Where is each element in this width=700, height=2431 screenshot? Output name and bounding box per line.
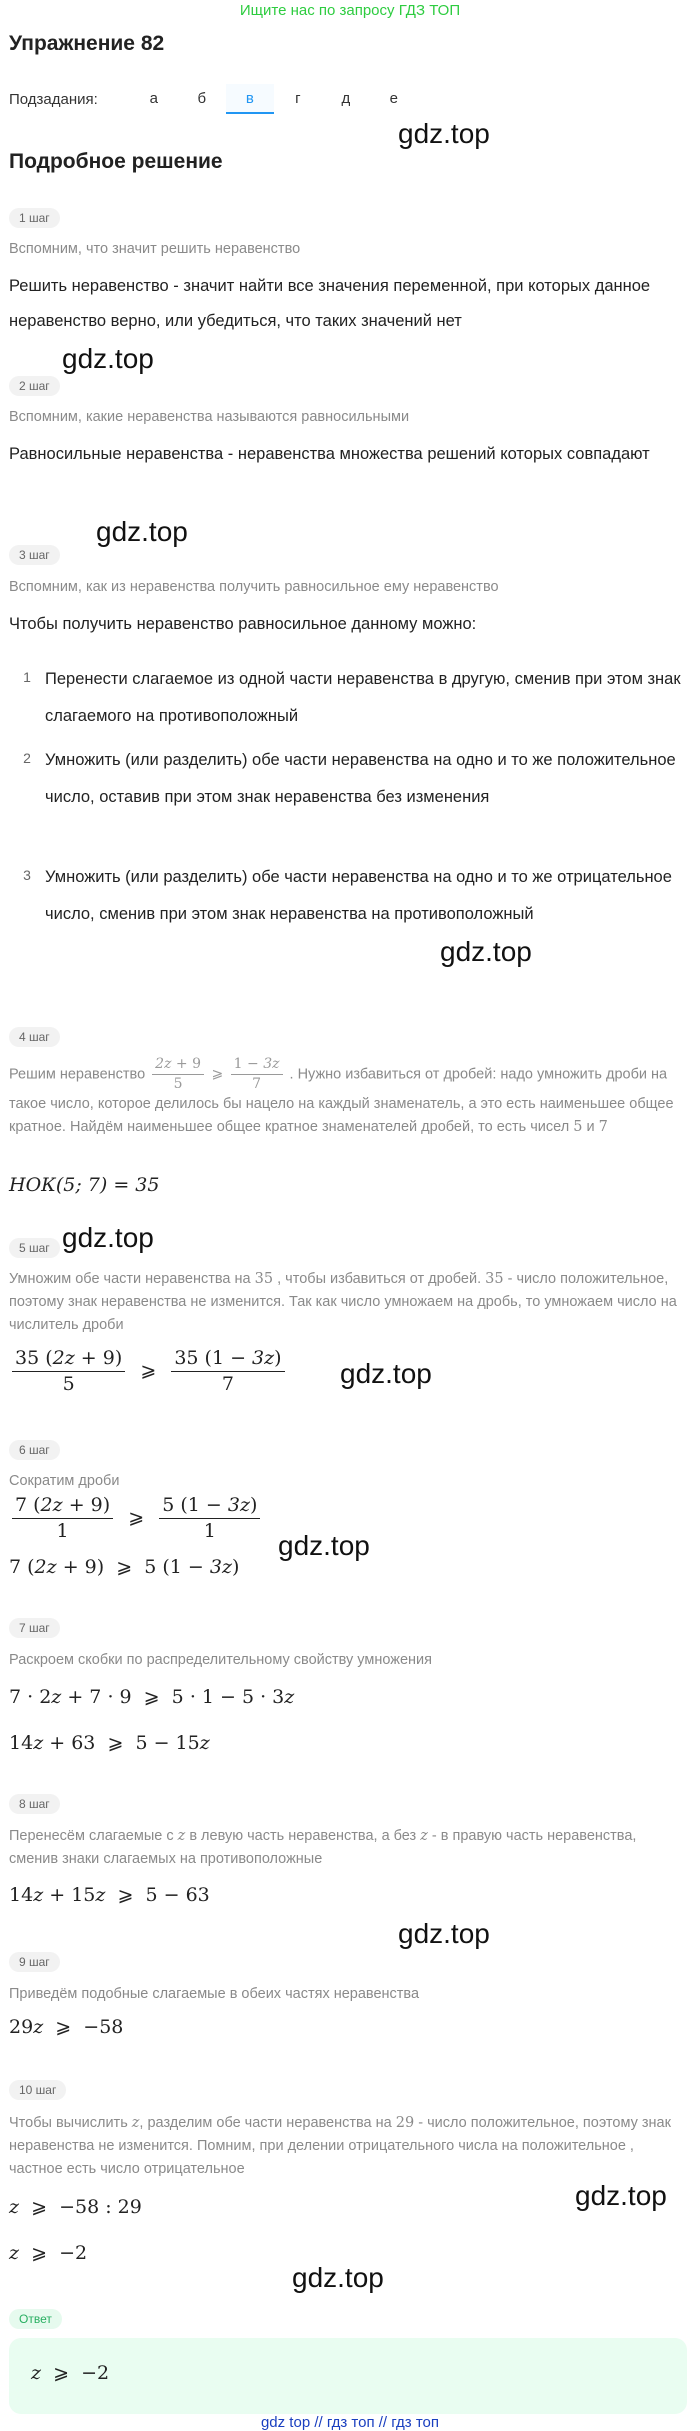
search-banner[interactable]: Ищите нас по запросу ГДЗ ТОП bbox=[239, 2, 461, 19]
tab-e[interactable]: е bbox=[389, 90, 398, 107]
footer-links[interactable]: gdz top // гдз топ // гдз топ bbox=[260, 2414, 440, 2431]
hint-text: , разделим обе части неравенства на bbox=[139, 2115, 392, 2131]
inequality-formula: $\frac{2z + 9}{5}$ ⩾ $\frac{1 - 3z}{7}$ bbox=[149, 1066, 285, 1082]
hint-text: Решим неравенство bbox=[9, 1066, 146, 1083]
watermark: gdz.top bbox=[62, 1222, 154, 1253]
math-number: 35 bbox=[254, 1271, 274, 1287]
math-line: 7 · 2z + 7 · 9 ⩾ 5 · 1 − 5 · 3z bbox=[9, 1686, 295, 1708]
tab-g[interactable]: г bbox=[295, 90, 301, 107]
list-number: 3 bbox=[23, 867, 31, 883]
list-number: 1 bbox=[23, 669, 31, 685]
watermark: gdz.top bbox=[340, 1358, 432, 1389]
list-item bbox=[9, 742, 689, 816]
watermark: gdz.top bbox=[62, 343, 154, 374]
math-number: 29 bbox=[395, 2115, 415, 2131]
watermark: gdz.top bbox=[278, 1530, 370, 1561]
hint-text: - число положительное, поэтому знак неравенства не изменится. Помним, при делении отрицательного числа на положительное , частное есть число отрицательное bbox=[9, 2115, 671, 2177]
step-badge: 5 шаг bbox=[9, 1238, 60, 1258]
step-hint bbox=[9, 1268, 689, 1337]
list-number: 2 bbox=[23, 750, 31, 766]
watermark: gdz.top bbox=[575, 2180, 667, 2211]
math-number: 35 bbox=[485, 1271, 504, 1287]
math-line: 7 (2z + 9) ⩾ 5 (1 − 3z) bbox=[9, 1556, 240, 1578]
step-badge: 7 шаг bbox=[9, 1618, 60, 1638]
hint-text: Чтобы вычислить bbox=[9, 2115, 128, 2131]
list-item bbox=[9, 859, 689, 933]
answer-badge: Ответ bbox=[9, 2309, 62, 2329]
hint-text: Перенесём слагаемые с bbox=[9, 1828, 174, 1844]
step-text: Равносильные неравенства - неравенства множества решений которых совпадают bbox=[9, 445, 650, 463]
watermark: gdz.top bbox=[292, 2262, 384, 2293]
hint-text: Умножим обе части неравенства на bbox=[9, 1271, 251, 1287]
step-text: Чтобы получить неравенство равносильное данному можно: bbox=[9, 615, 477, 633]
step-badge: 9 шаг bbox=[9, 1952, 60, 1972]
subtasks-bar bbox=[9, 84, 418, 114]
hint-text: - в правую часть неравенства, сменив знаки слагаемых на противоположные bbox=[9, 1828, 637, 1867]
math-line: 14z + 15z ⩾ 5 − 63 bbox=[9, 1884, 210, 1906]
step-hint: Приведём подобные слагаемые в обеих частях неравенства bbox=[9, 1986, 420, 2002]
math-line: $\frac{35 (2z + 9)}{5}$ ⩾ $\frac{35 (1 - 3z)}{7}$ bbox=[9, 1347, 288, 1396]
answer-math: z ⩾ −2 bbox=[31, 2362, 110, 2384]
step-hint: Чтобы вычислить z, разделим обе части неравенства на 29 - число положительное, поэтому знак неравенства не изменится. Помним, при делении отрицательного числа на положительное , частное есть число отрицательное bbox=[9, 2115, 671, 2177]
math-line: $\frac{7 (2z + 9)}{1}$ ⩾ $\frac{5 (1 - 3z)}{1}$ bbox=[9, 1494, 263, 1543]
step-hint bbox=[9, 1056, 689, 1139]
math-line: z ⩾ −2 bbox=[9, 2242, 88, 2264]
step-badge: 4 шаг bbox=[9, 1027, 60, 1047]
step-hint: Вспомним, какие неравенства называются равносильными bbox=[9, 409, 410, 425]
step-hint: Вспомним, что значит решить неравенство bbox=[9, 241, 301, 257]
hint-text: и bbox=[586, 1118, 595, 1135]
step-hint: Вспомним, как из неравенства получить равносильное ему неравенство bbox=[9, 579, 499, 595]
tab-d[interactable]: д bbox=[341, 90, 351, 107]
math-line: НОК(5; 7) = 35 bbox=[9, 1174, 160, 1196]
hint-text: . Нужно избавиться от дробей: надо умножить дроби на такое число, которое делилось бы нацело на каждый знаменатель, а это есть наименьшее общее кратное. Найдём наименьшее общее кратное знаменателей дробей, то есть чисел bbox=[9, 1066, 674, 1135]
tab-a[interactable]: а bbox=[149, 90, 158, 107]
step-hint: Сократим дроби bbox=[9, 1473, 120, 1489]
list-text: Умножить (или разделить) обе части неравенства на одно и то же отрицательное число, сменив при этом знак неравенства на противоположный bbox=[45, 868, 672, 923]
tab-v[interactable]: в bbox=[226, 84, 274, 114]
step-badge: 1 шаг bbox=[9, 208, 60, 228]
list-item bbox=[9, 661, 689, 735]
list-text: Перенести слагаемое из одной части неравенства в другую, сменив при этом знак слагаемого на противоположный bbox=[45, 670, 681, 725]
step-badge: 2 шаг bbox=[9, 376, 60, 396]
tab-b[interactable]: б bbox=[197, 90, 207, 107]
math-number: 5 bbox=[573, 1118, 583, 1135]
section-title: Подробное решение bbox=[9, 150, 223, 173]
math-line: 29z ⩾ −58 bbox=[9, 2016, 124, 2038]
hint-text: - число положительное, поэтому знак неравенства не изменится. Так как число умножаем на дробь, то умножаем число на числитель дроби bbox=[9, 1271, 677, 1333]
step-hint: Раскроем скобки по распределительному свойству умножения bbox=[9, 1652, 432, 1668]
watermark: gdz.top bbox=[440, 936, 532, 967]
list-text: Умножить (или разделить) обе части неравенства на одно и то же положительное число, оставив при этом знак неравенства без изменения bbox=[45, 751, 676, 806]
watermark: gdz.top bbox=[398, 1918, 490, 1949]
hint-text: в левую часть неравенства, а без bbox=[189, 1828, 417, 1844]
page-title: Упражнение 82 bbox=[9, 32, 165, 55]
step-badge: 8 шаг bbox=[9, 1794, 60, 1814]
subtasks-label: Подзадания: bbox=[9, 90, 98, 108]
math-line: 14z + 63 ⩾ 5 − 15z bbox=[9, 1732, 210, 1754]
math-line: z ⩾ −58 : 29 bbox=[9, 2196, 142, 2218]
math-number: 7 bbox=[598, 1118, 608, 1135]
watermark: gdz.top bbox=[398, 118, 490, 149]
answer-box bbox=[9, 2338, 687, 2414]
watermark: gdz.top bbox=[96, 516, 188, 547]
step-badge: 10 шаг bbox=[9, 2080, 66, 2100]
step-badge: 6 шаг bbox=[9, 1440, 60, 1460]
step-hint: Перенесём слагаемые с z в левую часть неравенства, а без z - в правую часть неравенства, сменив знаки слагаемых на противоположные bbox=[9, 1828, 637, 1867]
step-text: Решить неравенство - значит найти все значения переменной, при которых данное неравенство верно, или убедиться, что таких значений нет bbox=[9, 277, 651, 330]
step-badge: 3 шаг bbox=[9, 545, 60, 565]
hint-text: , чтобы избавиться от дробей. bbox=[277, 1271, 482, 1287]
